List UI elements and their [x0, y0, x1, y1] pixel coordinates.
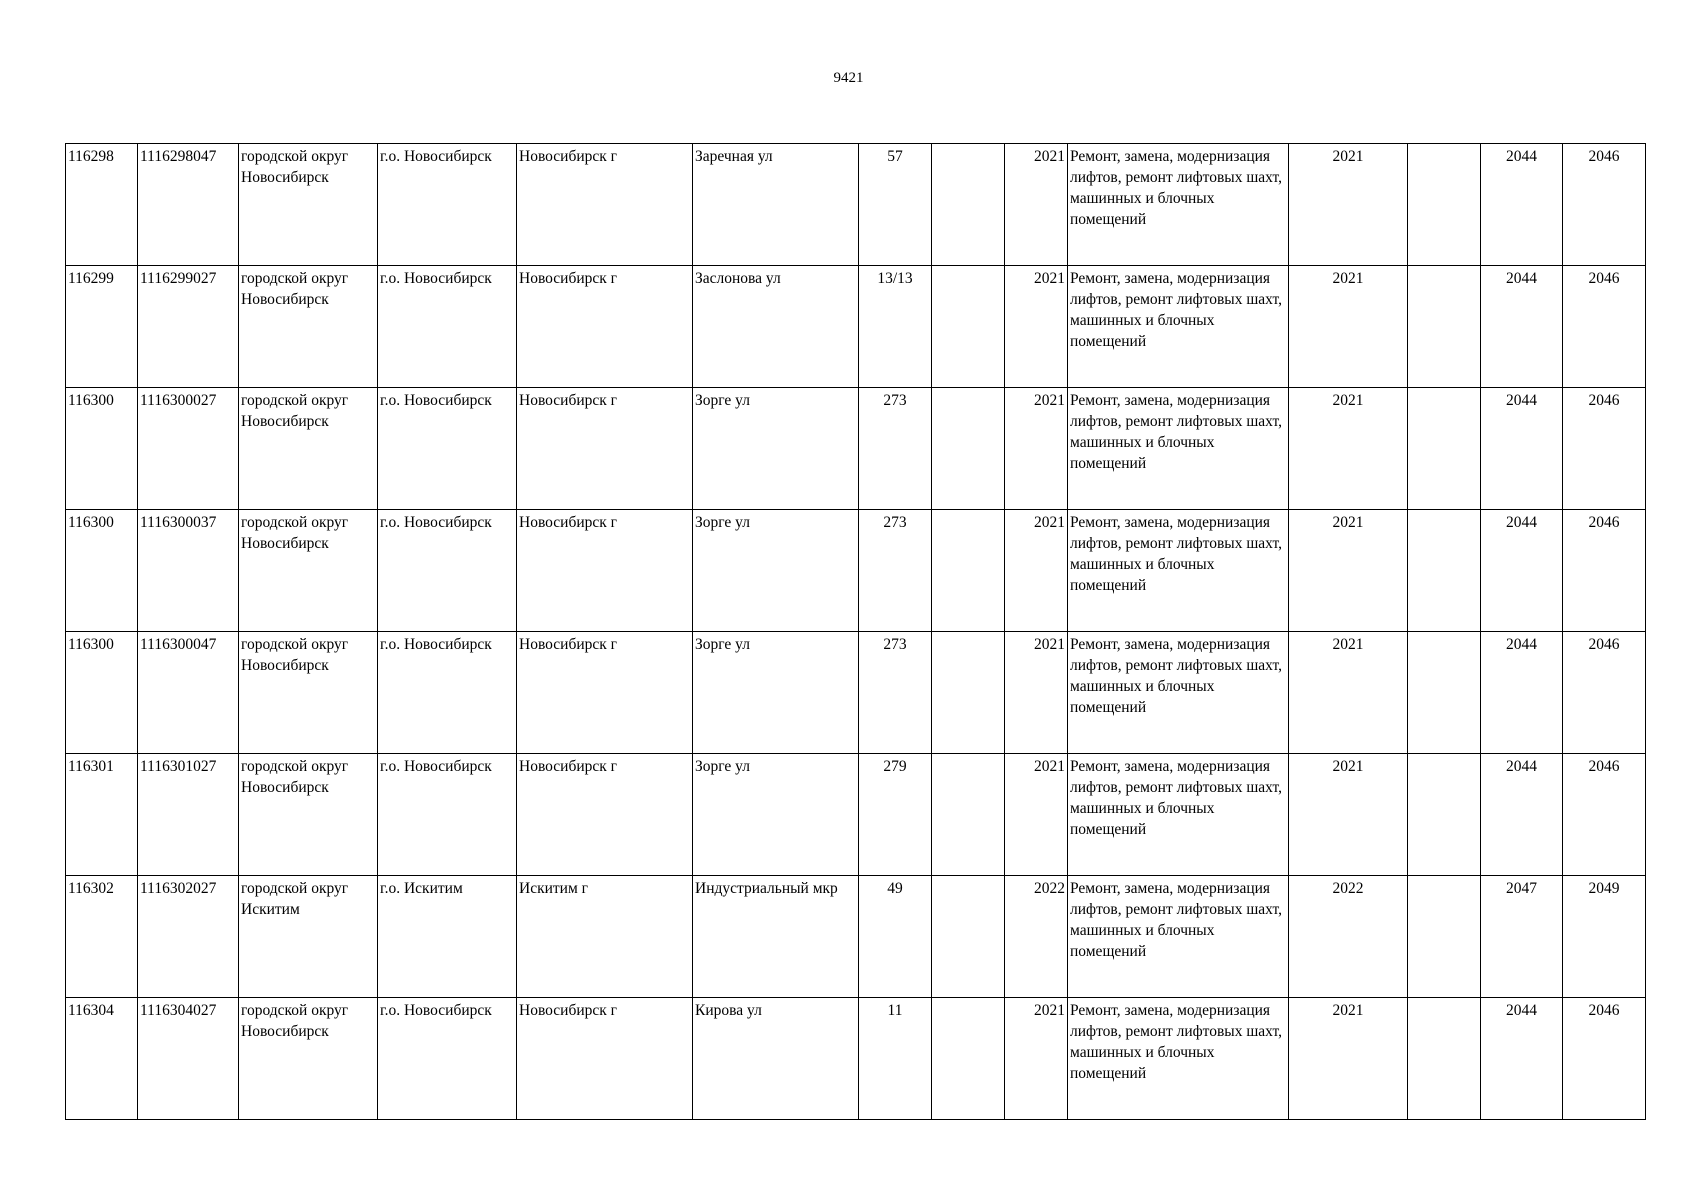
table-row — [66, 998, 1646, 1120]
empty-cell — [932, 388, 1005, 510]
row-id-cell: 116301 — [66, 754, 138, 876]
work-type-cell: Ремонт, замена, модернизация лифтов, ремонт лифтовых шахт, машинных и блочных помещений — [1068, 632, 1289, 754]
district-cell: г.о. Новосибирск — [378, 266, 517, 388]
empty-cell — [1408, 754, 1481, 876]
empty-cell — [932, 144, 1005, 266]
municipality-cell: городской округ Новосибирск — [239, 388, 378, 510]
page-number: 9421 — [833, 70, 864, 86]
work-type-cell: Ремонт, замена, модернизация лифтов, ремонт лифтовых шахт, машинных и блочных помещений — [1068, 998, 1289, 1120]
next-year-cell: 2044 — [1481, 754, 1563, 876]
empty-cell — [1408, 510, 1481, 632]
year-cell: 2021 — [1005, 632, 1068, 754]
table-row — [66, 632, 1646, 754]
empty-cell — [1408, 998, 1481, 1120]
settlement-cell: Новосибирск г — [517, 632, 693, 754]
final-year-cell: 2046 — [1563, 632, 1646, 754]
year-cell: 2021 — [1005, 998, 1068, 1120]
district-cell: г.о. Искитим — [378, 876, 517, 998]
house-number-cell: 49 — [859, 876, 932, 998]
work-type-cell: Ремонт, замена, модернизация лифтов, ремонт лифтовых шахт, машинных и блочных помещений — [1068, 510, 1289, 632]
final-year-cell: 2046 — [1563, 388, 1646, 510]
house-number-cell: 279 — [859, 754, 932, 876]
settlement-cell: Новосибирск г — [517, 144, 693, 266]
next-year-cell: 2047 — [1481, 876, 1563, 998]
empty-cell — [1408, 632, 1481, 754]
next-year-cell: 2044 — [1481, 266, 1563, 388]
municipality-cell: городской округ Новосибирск — [239, 754, 378, 876]
code-cell: 1116300047 — [138, 632, 239, 754]
work-type-cell: Ремонт, замена, модернизация лифтов, ремонт лифтовых шахт, машинных и блочных помещений — [1068, 754, 1289, 876]
empty-cell — [1408, 388, 1481, 510]
registry-table — [65, 143, 1646, 1120]
empty-cell — [932, 632, 1005, 754]
year-cell: 2021 — [1005, 388, 1068, 510]
work-type-cell: Ремонт, замена, модернизация лифтов, ремонт лифтовых шахт, машинных и блочных помещений — [1068, 144, 1289, 266]
code-cell: 1116299027 — [138, 266, 239, 388]
table-row — [66, 266, 1646, 388]
house-number-cell: 13/13 — [859, 266, 932, 388]
empty-cell — [932, 754, 1005, 876]
street-cell: Заслонова ул — [693, 266, 859, 388]
row-id-cell: 116300 — [66, 510, 138, 632]
municipality-cell: городской округ Новосибирск — [239, 510, 378, 632]
final-year-cell: 2046 — [1563, 144, 1646, 266]
code-cell: 1116301027 — [138, 754, 239, 876]
code-cell: 1116298047 — [138, 144, 239, 266]
year-cell: 2021 — [1005, 510, 1068, 632]
street-cell: Зорге ул — [693, 388, 859, 510]
table-row — [66, 876, 1646, 998]
final-year-cell: 2046 — [1563, 510, 1646, 632]
settlement-cell: Новосибирск г — [517, 754, 693, 876]
table-row — [66, 754, 1646, 876]
empty-cell — [1408, 144, 1481, 266]
plan-year-cell: 2022 — [1289, 876, 1408, 998]
final-year-cell: 2046 — [1563, 754, 1646, 876]
row-id-cell: 116304 — [66, 998, 138, 1120]
row-id-cell: 116300 — [66, 632, 138, 754]
row-id-cell: 116298 — [66, 144, 138, 266]
house-number-cell: 273 — [859, 388, 932, 510]
work-type-cell: Ремонт, замена, модернизация лифтов, ремонт лифтовых шахт, машинных и блочных помещений — [1068, 876, 1289, 998]
municipality-cell: городской округ Новосибирск — [239, 998, 378, 1120]
final-year-cell: 2049 — [1563, 876, 1646, 998]
municipality-cell: городской округ Новосибирск — [239, 144, 378, 266]
district-cell: г.о. Новосибирск — [378, 632, 517, 754]
municipality-cell: городской округ Искитим — [239, 876, 378, 998]
code-cell: 1116300027 — [138, 388, 239, 510]
year-cell: 2021 — [1005, 144, 1068, 266]
municipality-cell: городской округ Новосибирск — [239, 632, 378, 754]
settlement-cell: Новосибирск г — [517, 266, 693, 388]
year-cell: 2021 — [1005, 754, 1068, 876]
row-id-cell: 116299 — [66, 266, 138, 388]
work-type-cell: Ремонт, замена, модернизация лифтов, ремонт лифтовых шахт, машинных и блочных помещений — [1068, 388, 1289, 510]
district-cell: г.о. Новосибирск — [378, 998, 517, 1120]
plan-year-cell: 2021 — [1289, 388, 1408, 510]
plan-year-cell: 2021 — [1289, 510, 1408, 632]
district-cell: г.о. Новосибирск — [378, 754, 517, 876]
year-cell: 2021 — [1005, 266, 1068, 388]
district-cell: г.о. Новосибирск — [378, 388, 517, 510]
street-cell: Зорге ул — [693, 510, 859, 632]
empty-cell — [1408, 876, 1481, 998]
settlement-cell: Новосибирск г — [517, 510, 693, 632]
code-cell: 1116302027 — [138, 876, 239, 998]
table-row — [66, 510, 1646, 632]
plan-year-cell: 2021 — [1289, 266, 1408, 388]
house-number-cell: 273 — [859, 632, 932, 754]
street-cell: Зорге ул — [693, 632, 859, 754]
street-cell: Индустриальный мкр — [693, 876, 859, 998]
house-number-cell: 273 — [859, 510, 932, 632]
final-year-cell: 2046 — [1563, 266, 1646, 388]
next-year-cell: 2044 — [1481, 510, 1563, 632]
plan-year-cell: 2021 — [1289, 998, 1408, 1120]
empty-cell — [932, 510, 1005, 632]
plan-year-cell: 2021 — [1289, 144, 1408, 266]
table-row — [66, 388, 1646, 510]
final-year-cell: 2046 — [1563, 998, 1646, 1120]
next-year-cell: 2044 — [1481, 144, 1563, 266]
settlement-cell: Новосибирск г — [517, 388, 693, 510]
next-year-cell: 2044 — [1481, 632, 1563, 754]
street-cell: Заречная ул — [693, 144, 859, 266]
municipality-cell: городской округ Новосибирск — [239, 266, 378, 388]
plan-year-cell: 2021 — [1289, 632, 1408, 754]
street-cell: Кирова ул — [693, 998, 859, 1120]
house-number-cell: 57 — [859, 144, 932, 266]
empty-cell — [932, 266, 1005, 388]
code-cell: 1116304027 — [138, 998, 239, 1120]
empty-cell — [932, 998, 1005, 1120]
district-cell: г.о. Новосибирск — [378, 510, 517, 632]
row-id-cell: 116300 — [66, 388, 138, 510]
next-year-cell: 2044 — [1481, 998, 1563, 1120]
plan-year-cell: 2021 — [1289, 754, 1408, 876]
work-type-cell: Ремонт, замена, модернизация лифтов, ремонт лифтовых шахт, машинных и блочных помещений — [1068, 266, 1289, 388]
empty-cell — [1408, 266, 1481, 388]
next-year-cell: 2044 — [1481, 388, 1563, 510]
district-cell: г.о. Новосибирск — [378, 144, 517, 266]
settlement-cell: Новосибирск г — [517, 998, 693, 1120]
house-number-cell: 11 — [859, 998, 932, 1120]
code-cell: 1116300037 — [138, 510, 239, 632]
street-cell: Зорге ул — [693, 754, 859, 876]
year-cell: 2022 — [1005, 876, 1068, 998]
row-id-cell: 116302 — [66, 876, 138, 998]
settlement-cell: Искитим г — [517, 876, 693, 998]
empty-cell — [932, 876, 1005, 998]
table-row — [66, 144, 1646, 266]
